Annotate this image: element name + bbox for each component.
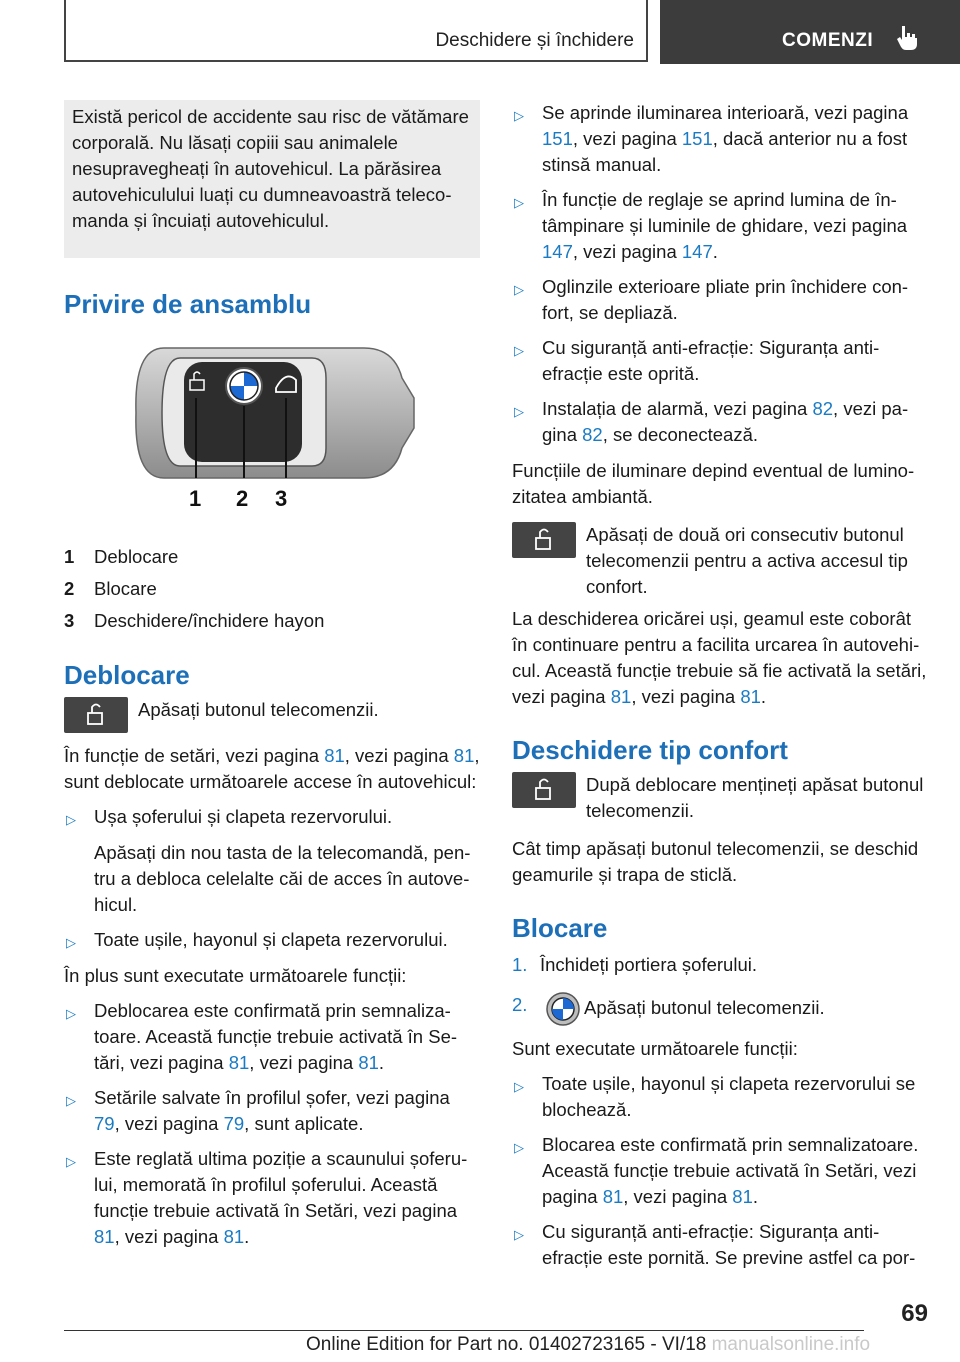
lighting-paragraph: Funcțiile de iluminare depind eventual de luminozitatea ambiantă. (512, 460, 915, 507)
list-item: ▷ Oglinzile exterioare pliate prin închidere confort, se depliază. (514, 276, 909, 323)
page-link[interactable]: 79 (94, 1113, 115, 1134)
page-link[interactable]: 81 (324, 745, 345, 766)
page-link[interactable]: 81 (358, 1052, 379, 1073)
page-link[interactable]: 82 (582, 424, 603, 445)
comfort-access-key-row: Apăsați de două ori consecutiv butonul telecomenzii pentru a activa accesul tip confort. (512, 522, 928, 600)
unlock-functions-paragraph: În plus sunt executate următoarele funcții: (64, 965, 407, 986)
page-link[interactable]: 81 (732, 1186, 753, 1207)
unlock-functions-list-continued (512, 100, 928, 448)
comfort-heading: Deschidere tip confort (512, 735, 788, 765)
triangle-bullet-icon: ▷ (66, 812, 76, 827)
callout-2: 2 (236, 486, 249, 511)
list-item: ▷ Toate ușile, hayonul și clapeta rezervorului se blochează. (514, 1073, 916, 1120)
triangle-bullet-icon: ▷ (514, 282, 524, 297)
list-item: ▷ Cu siguranță anti-efracție: Siguranța antiefracție este oprită. (514, 337, 880, 384)
lock-steps (512, 952, 928, 1026)
left-column (64, 100, 480, 1260)
lock-heading: Blocare (512, 913, 608, 943)
triangle-bullet-icon: ▷ (514, 343, 524, 358)
callout-1: 1 (189, 486, 202, 511)
header-section-title: Deschidere și închidere (435, 30, 634, 51)
unlock-settings-paragraph: În funcție de setări, vezi pagina 81, vezi pagina 81, sunt deblocate următoarele accese în autovehicul: (64, 745, 480, 792)
right-column (512, 100, 928, 1281)
page-link[interactable]: 81 (610, 686, 632, 707)
page-link[interactable]: 151 (542, 128, 573, 149)
list-item: ▷ Ușa șoferului și clapeta rezervorului. (64, 804, 480, 830)
page-link[interactable]: 81 (223, 1226, 245, 1247)
bmw-button-icon (546, 992, 580, 1026)
list-item: ▷ Cu siguranță anti-efracție: Siguranța antiefracție este pornită. Se previne astfel ca por- (514, 1221, 916, 1268)
unlock-button-icon (512, 772, 576, 808)
page-link[interactable]: 147 (681, 241, 713, 262)
footer-rule (64, 1330, 864, 1331)
page-link[interactable]: 81 (94, 1226, 115, 1247)
hand-pointer-icon (896, 24, 920, 52)
lock-functions-list (512, 1071, 928, 1271)
unlock-button-icon (64, 697, 128, 733)
watermark: manualsonline.info (711, 1334, 871, 1355)
page-link[interactable]: 151 (681, 128, 713, 149)
list-item: ▷ Este reglată ultima poziție a scaunului șoferului, memorată în profilul șoferului. Această funcție trebuie activată în Setări, vezi pagina 81, vezi pagina 81. (66, 1148, 468, 1247)
unlock-button-icon (512, 522, 576, 558)
header-section-box (64, 0, 648, 62)
lock-functions-paragraph: Sunt executate următoarele funcții: (512, 1038, 798, 1059)
unlock-access-list (64, 804, 480, 830)
list-item: ▷ Deblocarea este confirmată prin semnalizatoare. Această funcție trebuie activată în Setări, vezi pagina 81, vezi pagina 81. (66, 1000, 458, 1073)
list-subparagraph: Apăsați din nou tasta de la telecomandă, pentru a debloca celelalte căi de acces în autovehicul. (94, 842, 471, 915)
triangle-bullet-icon: ▷ (514, 108, 524, 123)
triangle-bullet-icon: ▷ (66, 1154, 76, 1169)
page-link[interactable]: 81 (453, 745, 475, 766)
triangle-bullet-icon: ▷ (514, 404, 524, 419)
page-link[interactable]: 81 (602, 1186, 624, 1207)
warning-box: Există pericol de accidente sau risc de vătămare corporală. Nu lăsați copiii sau animalele nesupravegheați în autovehicul. La părăsirea autovehiculului luați cu dumneavoastră telecomanda și încuiați autovehiculul. (64, 100, 480, 258)
door-window-paragraph: La deschiderea oricărei uși, geamul este coborât în continuare pentru a facilita urcarea în autovehicul. Această funcție trebuie să fie activată la setări, vezi pagina 81, vezi pagina 81. (512, 608, 927, 707)
legend-item: 2 Blocare (64, 578, 157, 599)
triangle-bullet-icon: ▷ (514, 1140, 524, 1155)
unlock-heading: Deblocare (64, 660, 190, 690)
page-link[interactable]: 147 (542, 241, 573, 262)
overview-heading: Privire de ansamblu (64, 289, 312, 319)
legend (64, 541, 480, 637)
page-link[interactable]: 81 (228, 1052, 250, 1073)
unlock-access-list-2 (64, 927, 480, 953)
list-item: 2. Apăsați butonul telecomenzii. (512, 992, 928, 1026)
triangle-bullet-icon: ▷ (66, 935, 76, 950)
triangle-bullet-icon: ▷ (514, 195, 524, 210)
page-number: 69 (901, 1300, 928, 1327)
list-item: ▷ Instalația de alarmă, vezi pagina 82, vezi pagina 82, se deconectează. (514, 398, 909, 445)
header-chapter-title: COMENZI (782, 30, 874, 51)
triangle-bullet-icon: ▷ (514, 1079, 524, 1094)
page-header (0, 0, 960, 66)
list-item: ▷ Blocarea este confirmată prin semnalizatoare. Această funcție trebuie activată în Setări, vezi pagina 81, vezi pagina 81. (514, 1134, 919, 1207)
list-item: ▷ Setările salvate în profilul șofer, vezi pagina 79, vezi pagina 79, sunt aplicate. (66, 1087, 450, 1134)
footer-edition: Online Edition for Part no. 01402723165 - VI/18 manualsonline.info (306, 1334, 871, 1355)
list-item: ▷ Se aprinde iluminarea interioară, vezi pagina 151, vezi pagina 151, dacă anterior nu a fost stinsă manual. (514, 102, 909, 175)
comfort-paragraph: Cât timp apăsați butonul telecomenzii, se deschid geamurile și trapa de sticlă. (512, 838, 919, 885)
comfort-key-row: După deblocare mențineți apăsat butonul telecomenzii. (512, 772, 928, 824)
remote-key-illustration (64, 338, 480, 518)
legend-item: 3 Deschidere/închidere hayon (64, 610, 325, 631)
unlock-functions-list (64, 998, 480, 1250)
triangle-bullet-icon: ▷ (514, 1227, 524, 1242)
triangle-bullet-icon: ▷ (66, 1093, 76, 1108)
list-item: ▷ În funcție de reglaje se aprind lumina de întâmpinare și luminile de ghidare, vezi pagina 147, vezi pagina 147. (514, 189, 908, 262)
page-link[interactable]: 79 (223, 1113, 245, 1134)
page-link[interactable]: 81 (740, 686, 761, 707)
page-link[interactable]: 82 (812, 398, 834, 419)
legend-item: 1 Deblocare (64, 546, 179, 567)
header-chapter-box (660, 0, 960, 64)
callout-3: 3 (275, 486, 288, 511)
unlock-key-row: Apăsați butonul telecomenzii. (64, 697, 480, 733)
list-item: ▷ Toate ușile, hayonul și clapeta rezervorului. (64, 927, 480, 953)
triangle-bullet-icon: ▷ (66, 1006, 76, 1021)
list-item: 1. Închideți portiera șoferului. (512, 954, 757, 975)
